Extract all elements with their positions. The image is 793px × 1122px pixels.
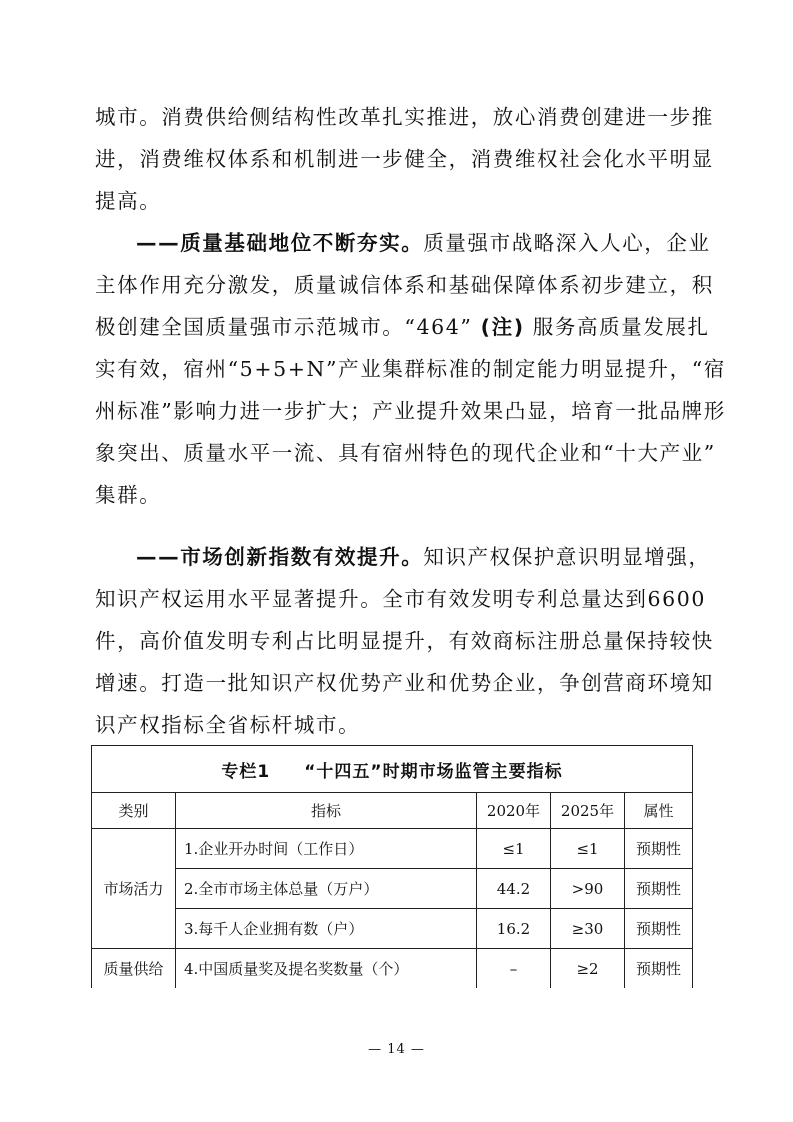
text-line: 实有效，宿州“5+5+N”产业集群标准的制定能力明显提升，“宿 (95, 357, 726, 381)
attribute-cell: 预期性 (625, 949, 693, 989)
table-row (92, 829, 693, 869)
paragraph-quality-foundation (95, 222, 726, 516)
text-line: 象突出、质量水平一流、具有宿州特色的现代企业和“十大产业” (95, 441, 716, 465)
text-line: 知识产权运用水平显著提升。全市有效发明专利总量达到6600 (95, 587, 707, 611)
table-title-row (92, 746, 693, 793)
indicator-cell: 3.每千人企业拥有数（户） (176, 909, 477, 949)
text-line: 主体作用充分激发，质量诚信体系和基础保障体系初步建立，积 (95, 273, 714, 297)
text-line: 城市。消费供给侧结构性改革扎实推进，放心消费创建进一步推 (95, 105, 714, 129)
table-row (92, 949, 693, 989)
value-2025-cell: ≤1 (551, 829, 625, 869)
text-line (95, 222, 711, 264)
text-line: 识产权指标全省标杆城市。 (95, 713, 361, 737)
text-fragment: 知识产权保护意识明显增强， (423, 545, 711, 569)
text-line: 件，高价值发明专利占比明显提升，有效商标注册总量保持较快 (95, 629, 714, 653)
header-attribute: 属性 (625, 793, 693, 829)
value-2020-cell: 44.2 (477, 869, 551, 909)
header-indicator: 指标 (176, 793, 477, 829)
text-fragment: 极创建全国质量强市示范城市。“464” (95, 315, 473, 339)
section-lead-heading: ——质量基础地位不断夯实。 (136, 231, 424, 255)
paragraph-consumer-protection (95, 96, 714, 222)
text-line: 进，消费维权体系和机制进一步健全，消费维权社会化水平明显 (95, 147, 714, 171)
value-2020-cell: – (477, 949, 551, 989)
table-row (92, 909, 693, 949)
table-header-row (92, 793, 693, 829)
text-line: 提高。 (95, 189, 162, 213)
text-line: 集群。 (95, 483, 162, 507)
table-title-text: “十四五”时期市场监管主要指标 (304, 761, 563, 782)
header-2020: 2020年 (477, 793, 551, 829)
table-title (92, 746, 693, 793)
value-2025-cell: ≥30 (551, 909, 625, 949)
column-label: 专栏1 (221, 761, 271, 782)
category-cell: 质量供给 (92, 949, 176, 989)
value-2020-cell: ≤1 (477, 829, 551, 869)
value-2025-cell: >90 (551, 869, 625, 909)
footnote-marker: (注) (480, 315, 525, 339)
header-category: 类别 (92, 793, 176, 829)
indicator-cell: 1.企业开办时间（工作日） (176, 829, 477, 869)
section-lead-heading: ——市场创新指数有效提升。 (136, 545, 424, 569)
category-cell: 市场活力 (92, 829, 176, 949)
attribute-cell: 预期性 (625, 829, 693, 869)
page-number: — 14 — (368, 1042, 425, 1057)
text-line (95, 536, 711, 578)
indicator-table (91, 745, 693, 988)
value-2020-cell: 16.2 (477, 909, 551, 949)
table-row (92, 869, 693, 909)
text-fragment: 质量强市战略深入人心，企业 (423, 231, 711, 255)
indicator-cell: 2.全市市场主体总量（万户） (176, 869, 477, 909)
text-line: 州标准”影响力进一步扩大；产业提升效果凸显，培育一批品牌形 (95, 399, 726, 423)
value-2025-cell: ≥2 (551, 949, 625, 989)
header-2025: 2025年 (551, 793, 625, 829)
paragraph-innovation-index (95, 536, 714, 746)
text-line: 增速。打造一批知识产权优势产业和优势企业，争创营商环境知 (95, 671, 714, 695)
attribute-cell: 预期性 (625, 869, 693, 909)
indicator-cell: 4.中国质量奖及提名奖数量（个） (176, 949, 477, 989)
attribute-cell: 预期性 (625, 909, 693, 949)
text-line (95, 306, 710, 348)
text-fragment: 服务高质量发展扎 (532, 315, 710, 339)
